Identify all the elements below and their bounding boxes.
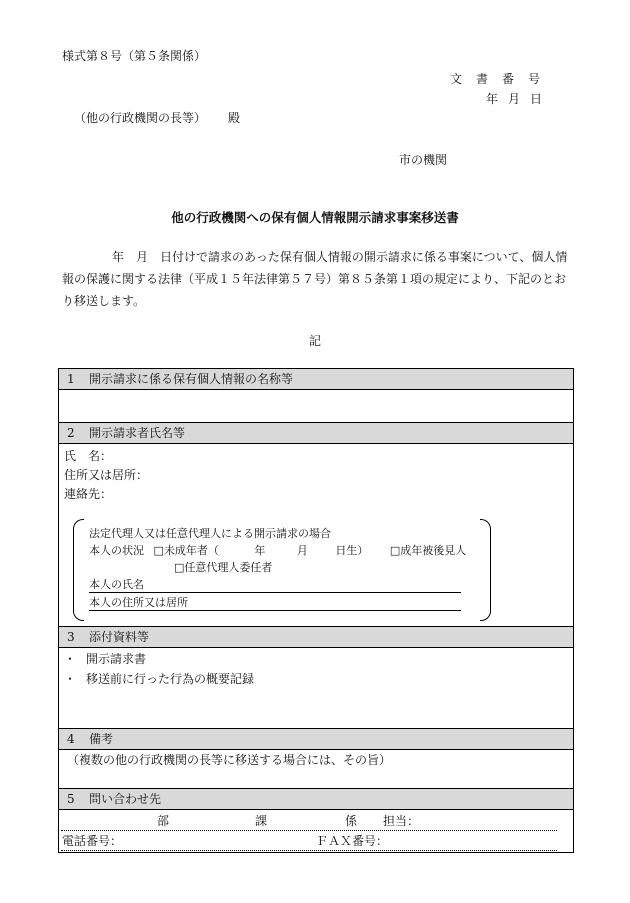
- section-label: 課: [255, 814, 268, 828]
- section-3-label: 添付資料等: [89, 630, 150, 644]
- address-field-label: 住所又は居所：: [64, 468, 149, 482]
- bullet-icon: ・: [64, 672, 77, 686]
- birth-day-label: 日生）: [335, 544, 369, 557]
- name-field-label: 氏 名：: [64, 449, 113, 463]
- sender: 市の機関: [399, 153, 448, 167]
- principal-address-row[interactable]: [89, 594, 461, 611]
- principal-name-label: 本人の氏名: [89, 576, 461, 593]
- addressee-label: （他の行政機関の長等）: [74, 111, 207, 125]
- bullet-icon: ・: [64, 652, 77, 666]
- unit-label: 係: [345, 814, 358, 828]
- principal-name-row[interactable]: [89, 576, 461, 593]
- date-label: 年月日: [485, 92, 552, 106]
- status-label: 本人の状況: [89, 544, 144, 557]
- section-2-label: 開示請求者氏名等: [89, 426, 186, 440]
- contact-field-label: 連絡先：: [64, 487, 113, 501]
- fax-label: ＦＡＸ番号：: [316, 834, 389, 848]
- section-2-body: [59, 444, 574, 627]
- section-5-header: [59, 789, 574, 810]
- section-5-label: 問い合わせ先: [89, 792, 162, 806]
- birth-month-label: 月: [296, 544, 308, 557]
- addressee-suffix: 殿: [228, 111, 241, 125]
- addressee: [74, 109, 240, 126]
- phone-label: 電話番号：: [62, 834, 123, 848]
- department-label: 部: [157, 814, 170, 828]
- section-3-body: [59, 648, 574, 729]
- agent-heading: 法定代理人又は任意代理人による開示請求の場合: [89, 527, 331, 540]
- ki-heading: 記: [308, 334, 321, 348]
- section-3-number: 3: [67, 630, 75, 644]
- attachment-request-form: 開示請求書: [86, 652, 147, 666]
- body-text: [62, 246, 572, 312]
- remarks-note: （複数の他の行政機関の長等に移送する場合には、その旨）: [59, 750, 574, 789]
- section-5-body: [59, 810, 574, 853]
- section-3-header: [59, 627, 574, 648]
- right-bracket: [480, 519, 491, 621]
- minor-checkbox[interactable]: □未成年者（: [153, 544, 219, 557]
- ward-checkbox[interactable]: □成年被後見人: [389, 544, 467, 557]
- section-4-label: 備考: [89, 732, 114, 746]
- voluntary-agent-checkbox[interactable]: □任意代理人委任者: [174, 561, 273, 574]
- attachment-action-record: 移送前に行った行為の概要記録: [86, 672, 255, 686]
- principal-address-label: 本人の住所又は居所: [89, 594, 461, 611]
- body-paragraph: 年 月 日付けで請求のあった保有個人情報の開示請求に係る事案について、個人情報の保護に関する法律（平成１５年法律第５７号）第８５条第１項の規定により、下記のとおり移送します。: [62, 250, 568, 308]
- person-in-charge-label: 担当：: [383, 814, 420, 828]
- department-row[interactable]: [61, 811, 557, 831]
- section-5-number: 5: [67, 792, 75, 806]
- document-title: 他の行政機関への保有個人情報開示請求事案移送書: [171, 210, 459, 225]
- section-1-header: [59, 369, 574, 390]
- section-1-number: 1: [67, 372, 75, 386]
- section-2-number: 2: [67, 426, 75, 440]
- agent-request-box: [73, 519, 491, 619]
- phone-fax-row[interactable]: [61, 831, 557, 851]
- document-number-label: 文書番号: [449, 72, 554, 86]
- section-2-header: [59, 423, 574, 444]
- section-1-label: 開示請求に係る保有個人情報の名称等: [89, 372, 294, 386]
- section-1-field[interactable]: [59, 390, 574, 423]
- list-item: [64, 650, 146, 667]
- section-4-number: 4: [67, 732, 75, 746]
- form-number: 様式第８号（第５条関係）: [62, 49, 207, 63]
- transfer-form-table: [58, 368, 574, 853]
- principal-status-row: [89, 542, 466, 558]
- section-4-header: [59, 729, 574, 750]
- left-bracket: [73, 519, 84, 621]
- birth-year-label: 年: [254, 544, 266, 557]
- list-item: [64, 670, 254, 687]
